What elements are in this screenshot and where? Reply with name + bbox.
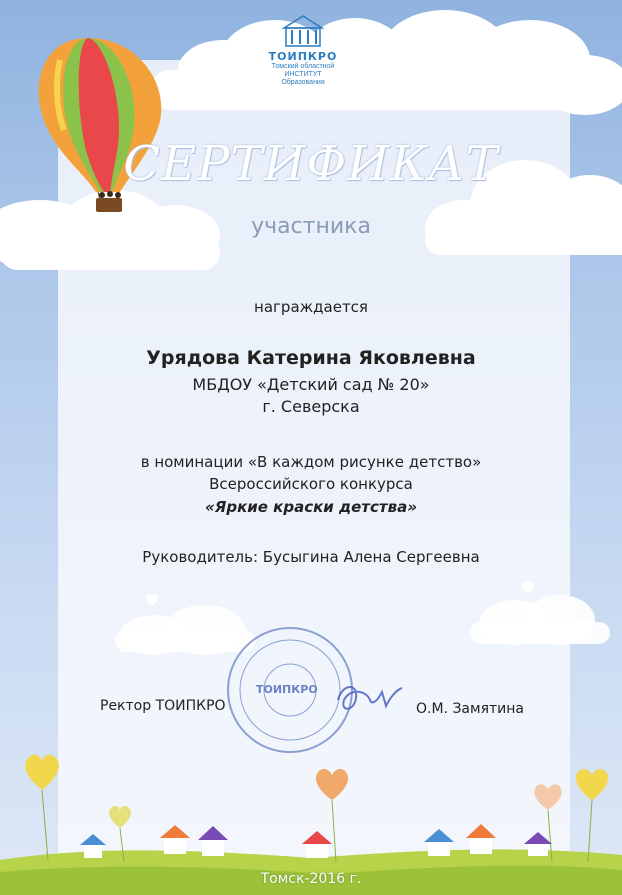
nomination: в номинации «В каждом рисунке детство» [140, 453, 482, 471]
awarded-label: награждается [254, 298, 368, 316]
supervisor: Руководитель: Бусыгина Алена Сергеевна [142, 548, 480, 566]
recipient-name: Урядова Катерина Яковлевна [146, 347, 476, 369]
place-date: Томск-2016 г. [260, 871, 362, 887]
institute-logo [258, 12, 348, 87]
heart-balloons [25, 582, 608, 862]
organization: МБДОУ «Детский сад № 20» [192, 375, 430, 394]
contest-type: Всероссийского конкурса [209, 475, 413, 493]
logo-line-2: ИНСТИТУТ [284, 71, 322, 78]
contest-name: «Яркие краски детства» [205, 498, 417, 516]
signatory-name: О.М. Замятина [416, 701, 524, 717]
logo-line-1: Томский областной [271, 63, 335, 70]
certificate-subtitle: участника [251, 214, 371, 239]
city: г. Северска [262, 397, 360, 416]
logo-line-3: Образования [281, 79, 325, 86]
signatory-position: Ректор ТОИПКРО [100, 698, 226, 714]
signature-scribble [338, 687, 402, 709]
certificate-title: СЕРТИФИКАТ [123, 136, 499, 192]
stamp-label: ТОИПКРО [256, 683, 318, 696]
logo-abbreviation: ТОИПКРО [268, 50, 338, 63]
